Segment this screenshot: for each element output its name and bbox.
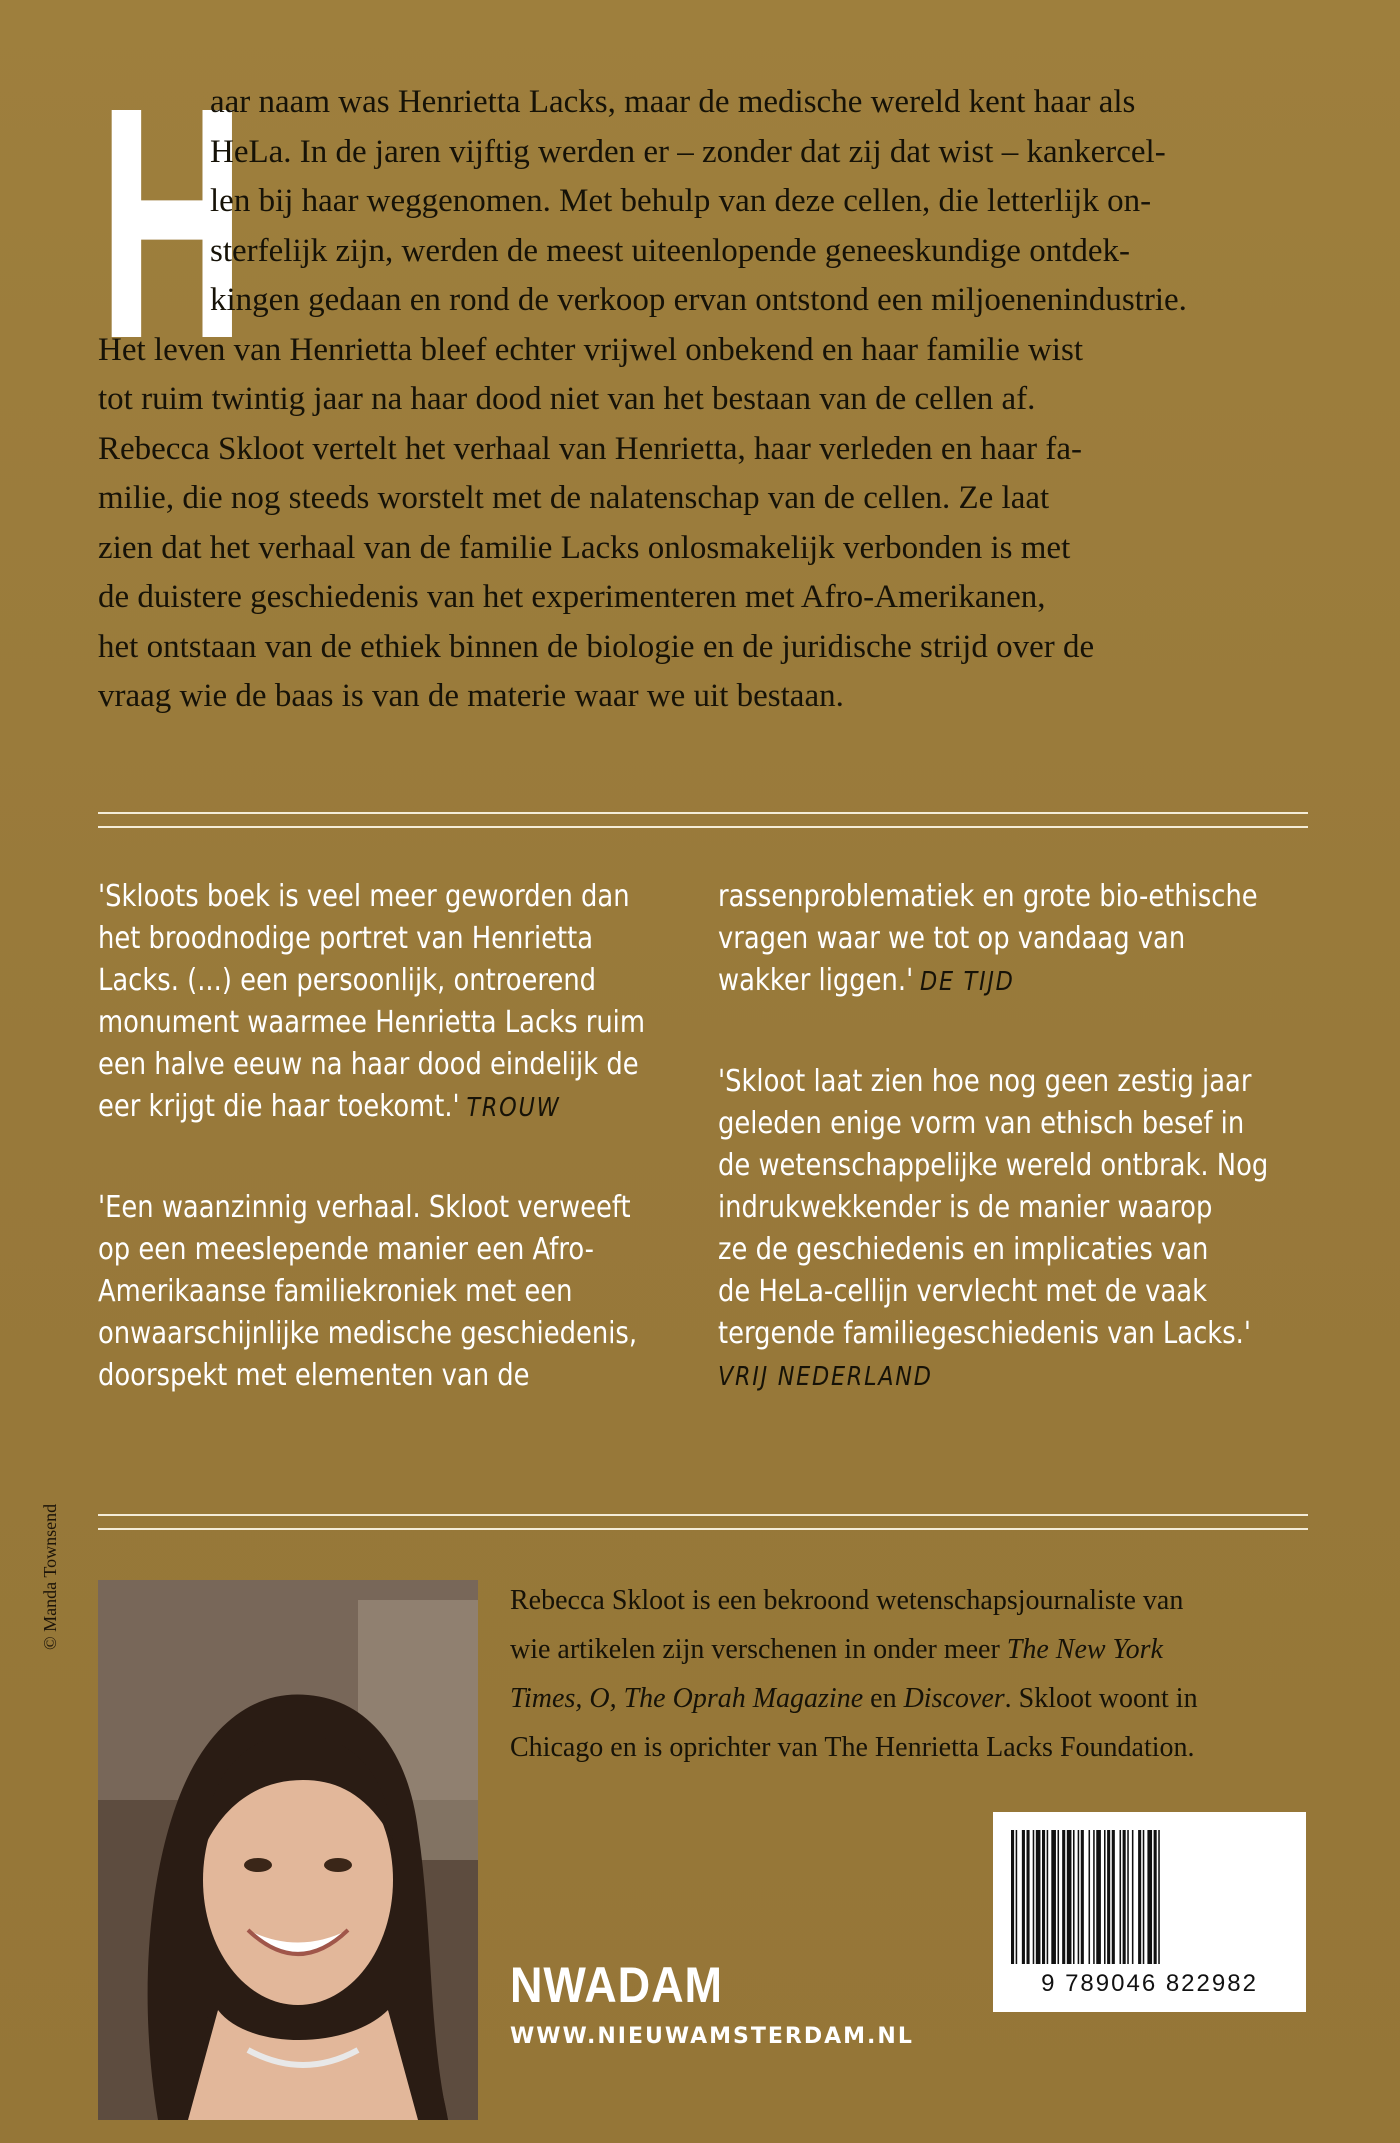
review-source: VRIJ NEDERLAND — [718, 1362, 933, 1392]
quote-line: 'Skloot laat zien hoe nog geen zestig jaar — [718, 1064, 1252, 1099]
quote-line: monument waarmee Henrietta Lacks ruim — [98, 1005, 645, 1040]
quote-line: indrukwekkender is de manier waarop — [718, 1190, 1213, 1225]
review-quote-trouw — [98, 876, 698, 1129]
reviews-column-left — [98, 876, 698, 1455]
publication-title: Discover — [903, 1683, 1005, 1714]
bio-line: wie artikelen zijn verschenen in onder meer The New York — [510, 1634, 1163, 1665]
intro-line: het ontstaan van de ethiek binnen de biologie en de juridische strijd over de — [98, 628, 1095, 665]
author-bio — [510, 1576, 1310, 1772]
intro-line: Rebecca Skloot vertelt het verhaal van Henrietta, haar verleden en haar fa- — [98, 430, 1082, 467]
review-quote-vrij-nederland — [718, 1061, 1318, 1398]
publication-title: Times, — [510, 1683, 583, 1714]
quote-line: geleden enige vorm van ethisch besef in — [718, 1106, 1245, 1141]
author-photo — [98, 1580, 478, 2120]
publisher-logo: NWADAM — [510, 1957, 723, 2013]
quote-line: het broodnodige portret van Henrietta — [98, 921, 594, 956]
barcode-bars — [1011, 1830, 1288, 1964]
quote-line: 'Een waanzinnig verhaal. Skloot verweeft — [98, 1190, 631, 1225]
quote-line: de wetenschappelijke wereld ontbrak. Nog — [718, 1148, 1269, 1183]
quote-line: rassenproblematiek en grote bio-ethische — [718, 879, 1258, 914]
intro-line: de duistere geschiedenis van het experimenteren met Afro-Amerikanen, — [98, 579, 1046, 615]
intro-line: tot ruim twintig jaar na haar dood niet van het bestaan van de cellen af. — [98, 381, 1036, 417]
review-quote-de-tijd — [718, 876, 1318, 1003]
bio-line: Times, O, The Oprah Magazine en Discover. Skloot woont in — [510, 1683, 1198, 1714]
quote-line: de HeLa-cellijn vervlecht met de vaak — [718, 1274, 1208, 1309]
intro-line: aar naam was Henrietta Lacks, maar de medische wereld kent haar als — [210, 84, 1136, 120]
quote-line: wakker liggen.' DE TIJD — [718, 963, 1015, 998]
review-quote-continuing — [98, 1187, 698, 1397]
quote-line: doorspekt met elementen van de — [98, 1358, 530, 1393]
divider-rule — [98, 1514, 1308, 1516]
intro-line: len bij haar weggenomen. Met behulp van deze cellen, die letterlijk on- — [210, 183, 1152, 219]
quote-line: 'Skloots boek is veel meer geworden dan — [98, 879, 630, 914]
drop-cap: H — [98, 38, 246, 407]
intro-line: HeLa. In de jaren vijftig werden er – zonder dat zij dat wist – kankercel- — [210, 133, 1166, 170]
publisher-url: WWW.NIEUWAMSTERDAM.NL — [510, 2024, 914, 2049]
photo-credit: © Manda Townsend — [40, 1503, 60, 1650]
quote-line: Lacks. (...) een persoonlijk, ontroerend — [98, 963, 597, 998]
quote-line: eer krijgt die haar toekomt.' TROUW — [98, 1089, 561, 1124]
bio-line: Chicago en is oprichter van The Henrietta Lacks Foundation. — [510, 1732, 1195, 1763]
review-source: DE TIJD — [920, 967, 1015, 997]
review-source: TROUW — [466, 1093, 561, 1123]
intro-line: sterfelijk zijn, werden de meest uiteenlopende geneeskundige ontdek- — [210, 232, 1131, 269]
quote-line: een halve eeuw na haar dood eindelijk de — [98, 1047, 639, 1082]
quote-line: Amerikaanse familiekroniek met een — [98, 1274, 573, 1309]
quote-line: vragen waar we tot op vandaag van — [718, 921, 1186, 956]
intro-paragraph — [98, 38, 1308, 722]
quote-line: tergende familiegeschiedenis van Lacks.' — [718, 1316, 1251, 1351]
reviews-column-right — [718, 876, 1318, 1456]
divider-rule — [98, 1528, 1308, 1530]
publication-title: O, — [589, 1683, 617, 1714]
publication-title: The Oprah Magazine — [623, 1683, 864, 1714]
intro-line: zien dat het verhaal van de familie Lacks onlosmakelijk verbonden is met — [98, 529, 1071, 566]
intro-line: Het leven van Henrietta bleef echter vrijwel onbekend en haar familie wist — [98, 331, 1083, 368]
intro-line: vraag wie de baas is van de materie waar we uit bestaan. — [98, 678, 844, 714]
quote-line: onwaarschijnlijke medische geschiedenis, — [98, 1316, 638, 1351]
author-portrait-illustration — [98, 1580, 478, 2120]
divider-rule — [98, 826, 1308, 828]
publication-title: The New York — [1006, 1634, 1163, 1665]
bio-line: Rebecca Skloot is een bekroond wetenschapsjournaliste van — [510, 1585, 1184, 1616]
intro-line: milie, die nog steeds worstelt met de nalatenschap van de cellen. Ze laat — [98, 480, 1050, 516]
quote-line: op een meeslepende manier een Afro- — [98, 1232, 594, 1267]
quote-line: ze de geschiedenis en implicaties van — [718, 1232, 1209, 1267]
isbn-number: 9 789046 822982 — [1041, 1970, 1258, 1997]
intro-line: kingen gedaan en rond de verkoop ervan ontstond een miljoenenindustrie. — [210, 282, 1187, 318]
isbn-barcode — [993, 1812, 1306, 2012]
divider-rule — [98, 812, 1308, 814]
